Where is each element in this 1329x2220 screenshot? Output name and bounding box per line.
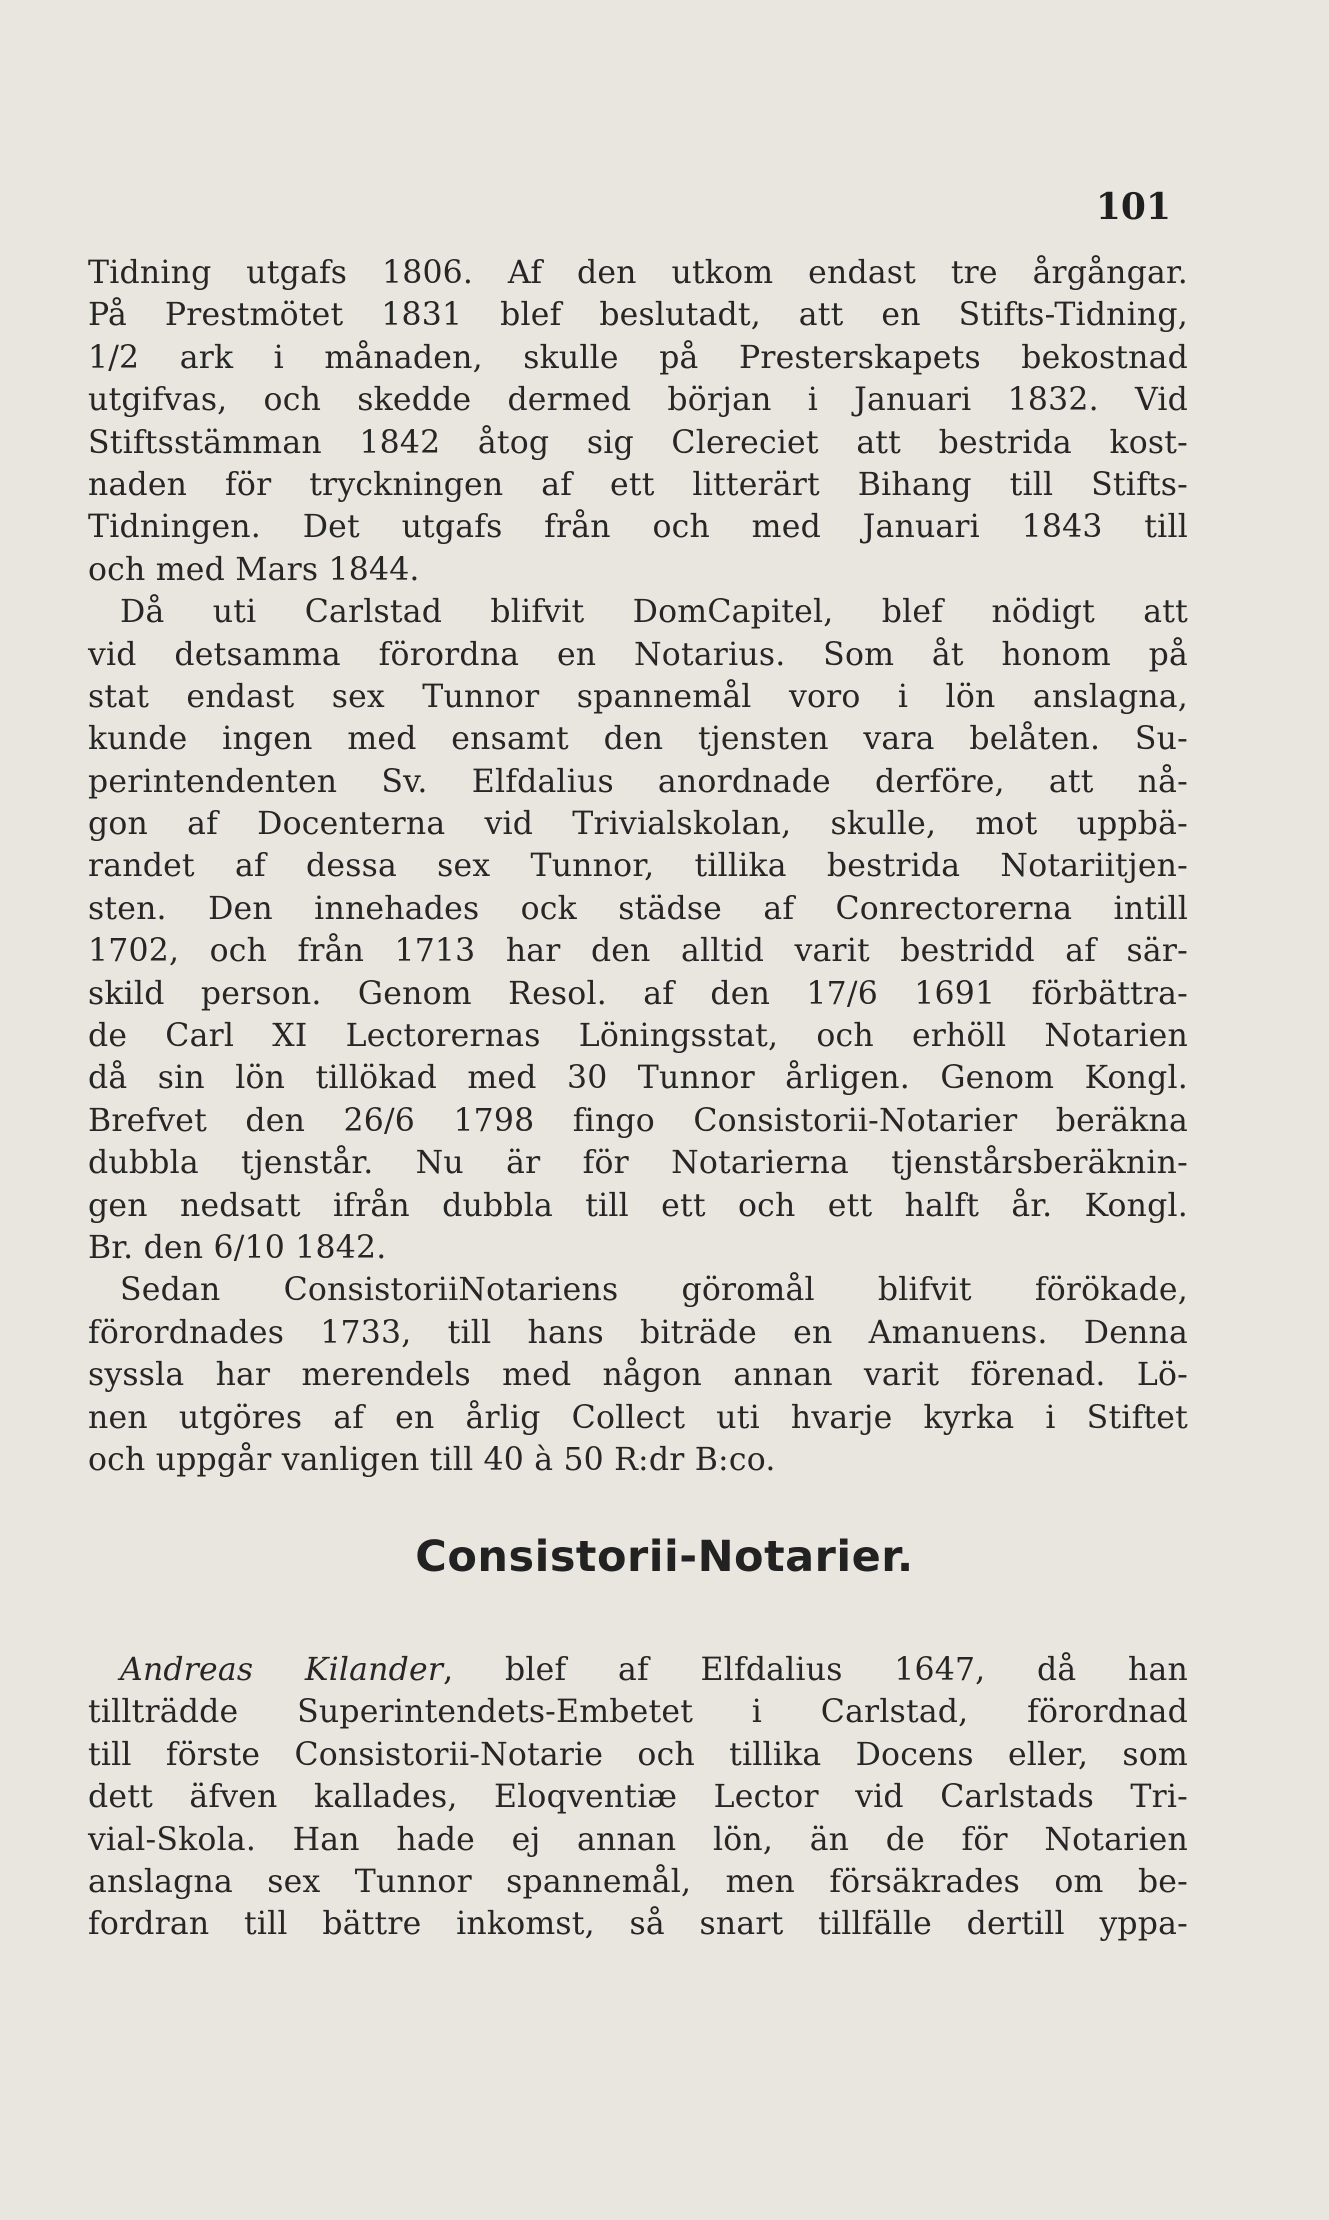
text-line: och med Mars 1844. bbox=[88, 551, 420, 588]
text-line: 1702, och från 1713 har den alltid varit bestridd af sär- bbox=[88, 933, 1188, 970]
text-line: På Prestmötet 1831 blef beslutadt, att en Stifts-Tidning, bbox=[88, 297, 1188, 334]
text-line: Brefvet den 26/6 1798 fingo Consistorii-Notarier beräkna bbox=[88, 1102, 1188, 1139]
text-line: Andreas Kilander, blef af Elfdalius 1647, då han bbox=[120, 1652, 1189, 1688]
page-number: 101 bbox=[1095, 186, 1171, 228]
text-line: Sedan ConsistoriiNotariens göromål blifvit förökade, bbox=[120, 1272, 1188, 1309]
text-line: dett äfven kallades, Eloqventiæ Lector vid Carlstads Tri- bbox=[88, 1779, 1188, 1816]
text-line: stat endast sex Tunnor spannemål voro i lön anslagna, bbox=[88, 678, 1188, 715]
text-line: då sin lön tillökad med 30 Tunnor årligen. Genom Kongl. bbox=[88, 1060, 1188, 1097]
text-line: dubbla tjenstår. Nu är för Notarierna tjenstårsberäknin- bbox=[88, 1145, 1188, 1182]
text-line: perintendenten Sv. Elfdalius anordnade derföre, att nå- bbox=[88, 763, 1188, 800]
text-line: utgifvas, och skedde dermed början i Januari 1832. Vid bbox=[88, 382, 1188, 419]
text-line: syssla har merendels med någon annan varit förenad. Lö- bbox=[88, 1357, 1188, 1394]
text-line: och uppgår vanligen till 40 à 50 R:dr B:co. bbox=[88, 1441, 776, 1478]
text-line: Tidning utgafs 1806. Af den utkom endast tre årgångar. bbox=[88, 255, 1188, 291]
author-name: Andreas Kilander bbox=[120, 1652, 444, 1688]
text-line: gon af Docenterna vid Trivialskolan, skulle, mot uppbä- bbox=[88, 806, 1188, 843]
body-text-bottom bbox=[88, 1649, 1188, 1946]
text-line: sten. Den innehades ock städse af Conrectorerna intill bbox=[88, 890, 1188, 927]
paragraph-2 bbox=[88, 591, 1188, 1269]
paragraph-4 bbox=[88, 1649, 1188, 1946]
text-line: fordran till bättre inkomst, så snart tillfälle dertill yppa- bbox=[88, 1906, 1188, 1943]
text-line: gen nedsatt ifrån dubbla till ett och ett halft år. Kongl. bbox=[88, 1187, 1188, 1224]
text-line: randet af dessa sex Tunnor, tillika bestrida Notariitjen- bbox=[88, 848, 1188, 885]
text-line: anslagna sex Tunnor spannemål, men försäkrades om be- bbox=[88, 1863, 1188, 1900]
text-line: Br. den 6/10 1842. bbox=[88, 1229, 387, 1266]
text-line: kunde ingen med ensamt den tjensten vara belåten. Su- bbox=[88, 721, 1188, 758]
text-line: Stiftsstämman 1842 åtog sig Clereciet att bestrida kost- bbox=[88, 424, 1188, 461]
text-line: Då uti Carlstad blifvit DomCapitel, blef nödigt att bbox=[120, 594, 1188, 631]
text-line: till förste Consistorii-Notarie och tillika Docens eller, som bbox=[88, 1736, 1188, 1773]
paragraph-1 bbox=[88, 252, 1188, 591]
text-line: vial-Skola. Han hade ej annan lön, än de för Notarien bbox=[88, 1821, 1188, 1858]
section-heading: Consistorii-Notarier. bbox=[415, 1532, 914, 1582]
text-line: skild person. Genom Resol. af den 17/6 1691 förbättra- bbox=[88, 975, 1188, 1012]
text-line: vid detsamma förordna en Notarius. Som åt honom på bbox=[88, 636, 1188, 673]
text-line: 1/2 ark i månaden, skulle på Presterskapets bekostnad bbox=[88, 339, 1188, 376]
text-line: tillträdde Superintendets-Embetet i Carlstad, förordnad bbox=[88, 1694, 1188, 1731]
text-line: de Carl XI Lectorernas Löningsstat, och erhöll Notarien bbox=[88, 1018, 1188, 1055]
text-line: naden för tryckningen af ett litterärt Bihang till Stifts- bbox=[88, 466, 1188, 503]
text-line: förordnades 1733, till hans biträde en Amanuens. Denna bbox=[88, 1314, 1188, 1351]
text-line: Tidningen. Det utgafs från och med Januari 1843 till bbox=[88, 509, 1188, 546]
body-text-top bbox=[88, 252, 1188, 1481]
paragraph-3 bbox=[88, 1269, 1188, 1481]
text-line: nen utgöres af en årlig Collect uti hvarje kyrka i Stiftet bbox=[88, 1399, 1188, 1436]
